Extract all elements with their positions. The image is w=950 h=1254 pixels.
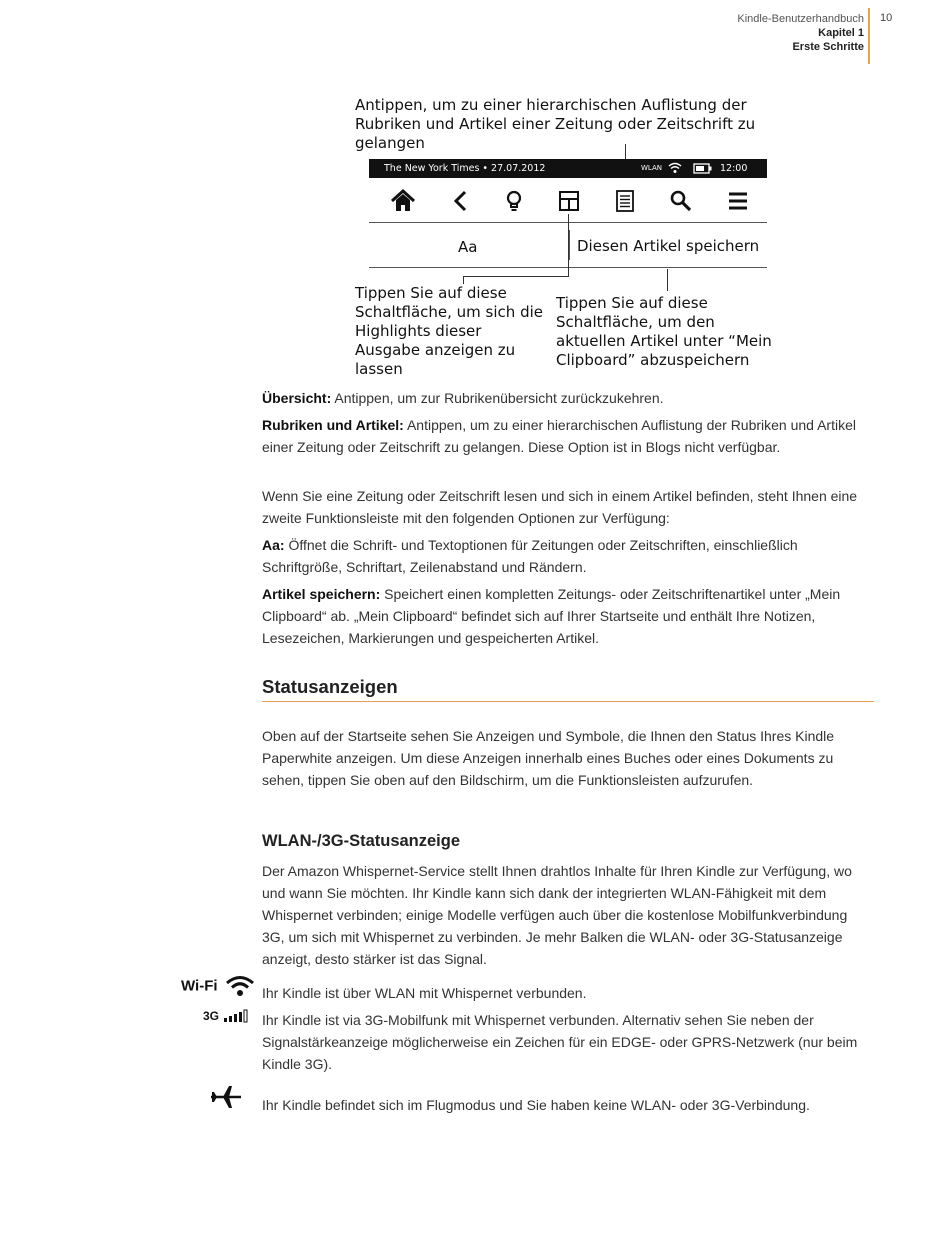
term-text: Öffnet die Schrift- und Textoptionen für Zeitungen oder Zeitschriften, einschließlich Schriftgröße, Schriftart, Zeilenabstand und Rändern.	[262, 537, 798, 575]
caption-line: Schaltfläche, um den	[556, 313, 715, 331]
aa-button[interactable]: Aa	[458, 238, 478, 256]
toolbar-divider-vertical	[569, 230, 570, 260]
wifi-icon	[668, 162, 682, 174]
caption-line: Antippen, um zu einer hierarchischen Auflistung der	[355, 96, 747, 114]
caption-line: Rubriken und Artikel einer Zeitung oder Zeitschrift zu	[355, 115, 756, 133]
caption-line: lassen	[355, 360, 403, 378]
term-text: Speichert einen kompletten Zeitungs- oder Zeitschriftenartikel unter „Mein Clipboard“ ab. „Mein Clipboard“ befindet sich auf Ihrer Startseite und enthält Ihre Notizen, Lesezeichen, Markierungen und gespeicherten Artikel.	[262, 586, 841, 646]
status-bar	[369, 159, 767, 178]
caption-line: gelangen	[355, 134, 425, 152]
signal-bars-icon	[223, 1009, 249, 1023]
term-text: Antippen, um zu einer hierarchischen Auflistung der Rubriken und Artikel einer Zeitung oder Zeitschrift zu gelangen. Diese Option ist in Blogs nicht verfügbar.	[262, 417, 856, 455]
paragraph-aa	[262, 534, 872, 578]
caption-line: Tippen Sie auf diese	[355, 284, 507, 302]
status-time: 12:00	[720, 163, 748, 174]
term-text: Antippen, um zur Rubrikenübersicht zurückzukehren.	[331, 390, 664, 406]
status-wlan-label: WLAN	[641, 164, 663, 172]
callout-line	[463, 276, 569, 277]
callout-line	[568, 214, 569, 277]
back-icon[interactable]	[448, 188, 474, 214]
section-label: Erste Schritte	[792, 41, 864, 53]
term-label: Rubriken und Artikel:	[262, 417, 404, 433]
page-number: 10	[880, 12, 893, 24]
caption-right	[556, 294, 772, 370]
caption-line: Clipboard” abzuspeichern	[556, 351, 750, 369]
caption-line: Tippen Sie auf diese	[556, 294, 708, 312]
menu-icon[interactable]	[725, 188, 751, 214]
document-title: Kindle-Benutzerhandbuch	[737, 13, 864, 25]
wifi-label: Wi-Fi	[181, 977, 218, 995]
threeg-indicator	[203, 1007, 249, 1025]
subsection-heading: WLAN-/3G-Statusanzeige	[262, 832, 461, 850]
wifi-icon	[225, 975, 255, 997]
threeg-label: 3G	[203, 1008, 220, 1023]
search-icon[interactable]	[668, 188, 694, 214]
paragraph-whispernet: Der Amazon Whispernet-Service stellt Ihnen drahtlos Inhalte für Ihren Kindle zur Verfügung, wo und wann Sie möchten. Ihr Kindle kann sich dank der integrierten WLAN-Fähigkeit mit dem Whispernet verbinden; einige Modelle verfügen auch über die kostenlose Mobilfunkverbindung 3G, um sich mit Whispernet zu verbinden. Je mehr Balken die WLAN- oder 3G-Statusanzeige anzeigt, desto stärker ist das Signal.	[262, 863, 852, 967]
heading-rule	[262, 701, 874, 702]
paragraph-3g: Ihr Kindle ist via 3G-Mobilfunk mit Whispernet verbunden. Alternativ sehen Sie neben der Signalstärkeanzeige möglicherweise ein Zeichen für ein EDGE- oder GPRS-Netzwerk (nur beim Kindle 3G).	[262, 1012, 858, 1072]
home-icon[interactable]	[390, 188, 416, 214]
paragraph-status-intro: Oben auf der Startseite sehen Sie Anzeigen und Symbole, die Ihnen den Status Ihres Kindle Paperwhite anzeigen. Um diese Anzeigen innerhalb eines Buches oder eines Dokuments zu sehen, tippen Sie oben auf den Bildschirm, um die Funktionsleisten aufzurufen.	[262, 728, 835, 788]
paragraph-airplane: Ihr Kindle befindet sich im Flugmodus und Sie haben keine WLAN- oder 3G-Verbindung.	[262, 1097, 810, 1113]
save-article-button[interactable]: Diesen Artikel speichern	[577, 237, 760, 255]
paragraph-save	[262, 583, 872, 649]
airplane-icon	[209, 1083, 243, 1111]
caption-line: Schaltfläche, um sich die	[355, 303, 543, 321]
status-title: The New York Times • 27.07.2012	[384, 163, 546, 174]
term-label: Aa:	[262, 537, 285, 553]
callout-line	[625, 144, 626, 160]
wifi-indicator	[181, 975, 255, 997]
paragraph-overview	[262, 387, 872, 409]
battery-icon	[693, 163, 713, 174]
caption-line: aktuellen Artikel unter “Mein	[556, 332, 772, 350]
articles-list-icon[interactable]	[612, 188, 638, 214]
chapter-label: Kapitel 1	[818, 27, 864, 39]
sections-grid-icon[interactable]	[556, 188, 582, 214]
term-label: Übersicht:	[262, 390, 332, 406]
caption-line: Ausgabe anzeigen zu	[355, 341, 516, 359]
lightbulb-icon[interactable]	[501, 188, 527, 214]
term-label: Artikel speichern:	[262, 586, 381, 602]
paragraph-second-toolbar: Wenn Sie eine Zeitung oder Zeitschrift lesen und sich in einem Artikel befinden, steht Ihnen eine zweite Funktionsleiste mit den folgenden Optionen zur Verfügung:	[262, 488, 858, 526]
callout-line	[463, 276, 464, 284]
toolbar-figure	[0, 0, 950, 390]
caption-line: Highlights dieser	[355, 322, 482, 340]
callout-line	[667, 269, 668, 291]
paragraph-sections	[262, 414, 872, 458]
caption-left	[355, 284, 543, 379]
paragraph-wifi: Ihr Kindle ist über WLAN mit Whispernet verbunden.	[262, 985, 587, 1001]
caption-top	[355, 96, 755, 153]
section-heading: Statusanzeigen	[262, 676, 398, 697]
